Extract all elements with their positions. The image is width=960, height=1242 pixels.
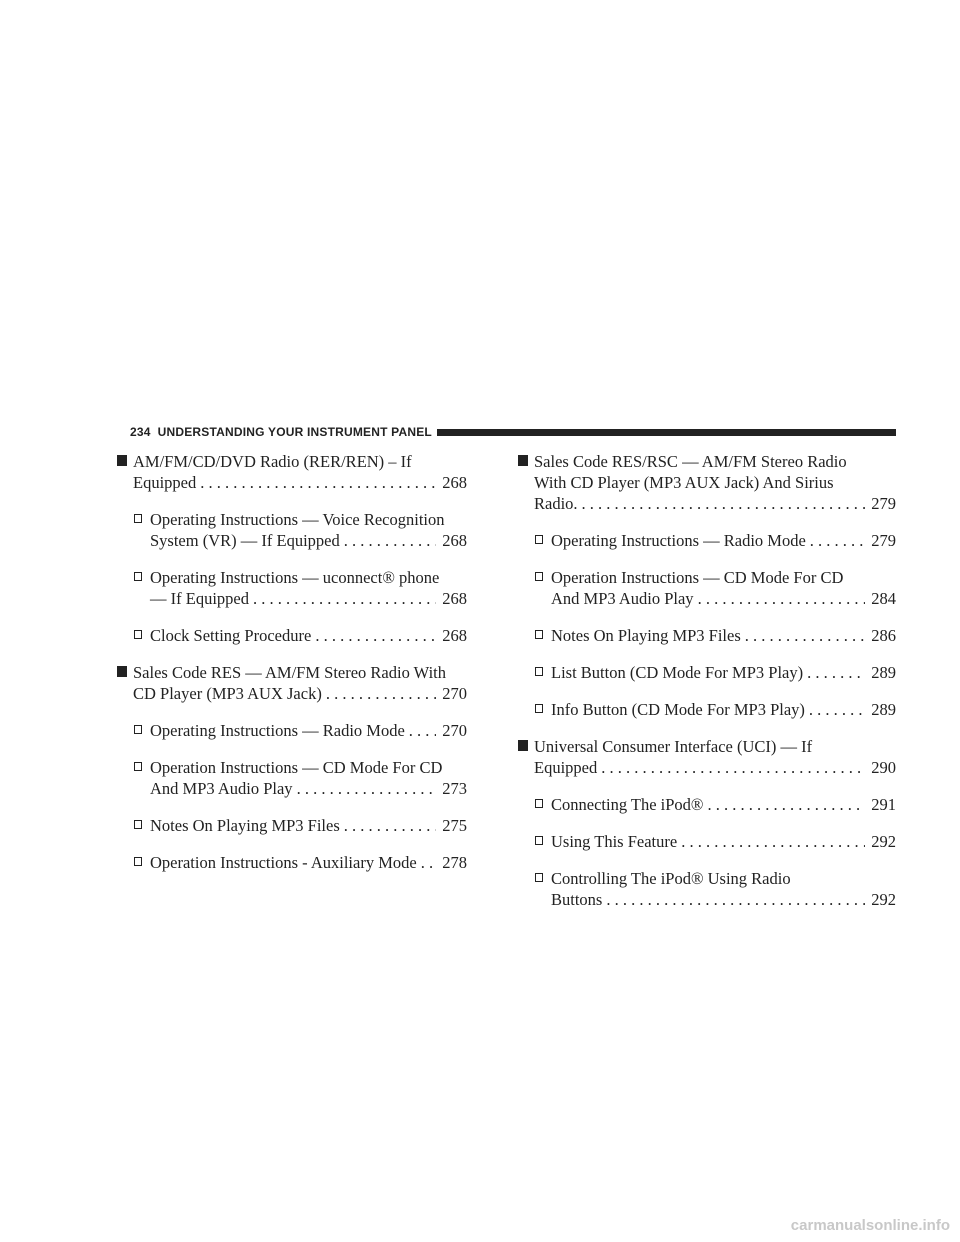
toc-entry-last-line: [150, 625, 467, 646]
toc-entry-title-line: Operation Instructions - Auxiliary Mode: [150, 853, 417, 872]
hollow-square-bullet-icon: [535, 535, 543, 544]
hollow-square-bullet-icon: [134, 514, 142, 523]
page-header: [130, 424, 896, 440]
toc-entry-title-line: Operating Instructions — uconnect® phone: [150, 568, 440, 587]
toc-entry-last-line: [150, 778, 467, 799]
toc-entry-title-line: Clock Setting Procedure: [150, 626, 312, 645]
toc-page-number: 292: [871, 832, 896, 851]
toc-entry-title-line: Using This Feature: [551, 832, 678, 851]
dot-leader: [297, 778, 437, 799]
toc-page-number: 275: [442, 816, 467, 835]
hollow-square-bullet-icon: [535, 572, 543, 581]
toc-entry-last-line: [133, 472, 467, 493]
toc-page-number: 268: [442, 531, 467, 550]
dot-leader: [810, 530, 865, 551]
toc-entry-last-line: [551, 889, 896, 910]
toc-page-number: 273: [442, 779, 467, 798]
toc-sub-entry: [518, 699, 896, 720]
dot-leader: [315, 625, 436, 646]
toc-entry-title-line: Operation Instructions — CD Mode For CD: [150, 758, 443, 777]
toc-entry-title-line: And MP3 Audio Play: [551, 589, 694, 608]
dot-leader: [582, 493, 866, 514]
toc-entry-title-line: System (VR) — If Equipped: [150, 531, 340, 550]
toc-main-entry: [117, 662, 467, 704]
toc-entry-title-line: Operating Instructions — Radio Mode: [150, 721, 405, 740]
toc-entry-title-line: And MP3 Audio Play: [150, 779, 293, 798]
toc-entry-title-line: With CD Player (MP3 AUX Jack) And Sirius: [534, 473, 834, 492]
toc-sub-entry: [117, 625, 467, 646]
filled-square-bullet-icon: [117, 666, 127, 677]
dot-leader: [421, 852, 437, 873]
toc-page-number: 278: [442, 853, 467, 872]
toc-entry-title-line: Controlling The iPod® Using Radio: [551, 869, 791, 888]
dot-leader: [606, 889, 865, 910]
hollow-square-bullet-icon: [535, 704, 543, 713]
dot-leader: [344, 530, 437, 551]
toc-page-number: 290: [871, 758, 896, 777]
dot-leader: [807, 662, 865, 683]
hollow-square-bullet-icon: [134, 820, 142, 829]
toc-entry-last-line: [534, 757, 896, 778]
toc-entry-title-line: Operating Instructions — Radio Mode: [551, 531, 806, 550]
toc-sub-entry: [518, 831, 896, 852]
toc-page-number: 270: [442, 684, 467, 703]
filled-square-bullet-icon: [518, 455, 528, 466]
hollow-square-bullet-icon: [535, 667, 543, 676]
hollow-square-bullet-icon: [134, 630, 142, 639]
toc-page-number: 279: [871, 531, 896, 550]
hollow-square-bullet-icon: [535, 836, 543, 845]
dot-leader: [681, 831, 865, 852]
toc-entry-last-line: [551, 831, 896, 852]
dot-leader: [409, 720, 436, 741]
toc-sub-entry: [518, 567, 896, 609]
hollow-square-bullet-icon: [134, 762, 142, 771]
hollow-square-bullet-icon: [134, 725, 142, 734]
toc-entry-title-line: Operation Instructions — CD Mode For CD: [551, 568, 844, 587]
toc-page-number: 289: [871, 663, 896, 682]
toc-entry-title-line: Equipped: [534, 758, 598, 777]
toc-page-number: 291: [871, 795, 896, 814]
toc-sub-entry: [518, 625, 896, 646]
toc-entry-title-line: — If Equipped: [150, 589, 249, 608]
toc-entry-title-line: List Button (CD Mode For MP3 Play): [551, 663, 804, 682]
page-number: 234: [130, 425, 151, 439]
dot-leader: [326, 683, 436, 704]
toc-sub-entry: [518, 662, 896, 683]
toc-entry-title-line: Info Button (CD Mode For MP3 Play): [551, 700, 805, 719]
toc-page-number: 284: [871, 589, 896, 608]
dot-leader: [698, 588, 866, 609]
toc-sub-entry: [117, 852, 467, 873]
toc-sub-entry: [518, 530, 896, 551]
dot-leader: [344, 815, 436, 836]
hollow-square-bullet-icon: [134, 572, 142, 581]
hollow-square-bullet-icon: [535, 799, 543, 808]
toc-entry-title-line: Radio.: [534, 494, 578, 513]
toc-entry-title-line: Operating Instructions — Voice Recognition: [150, 510, 445, 529]
toc-sub-entry: [117, 509, 467, 551]
watermark: carmanualsonline.info: [790, 1217, 950, 1234]
toc-entry-title-line: Notes On Playing MP3 Files: [150, 816, 340, 835]
toc-column-right: [518, 451, 896, 926]
toc-page-number: 270: [442, 721, 467, 740]
toc-main-entry: [518, 736, 896, 778]
toc-page-number: 268: [442, 589, 467, 608]
filled-square-bullet-icon: [518, 740, 528, 751]
dot-leader: [253, 588, 436, 609]
toc-entry-title-line: Sales Code RES/RSC — AM/FM Stereo Radio: [534, 452, 847, 471]
toc-entry-title-line: Universal Consumer Interface (UCI) — If: [534, 737, 813, 756]
hollow-square-bullet-icon: [134, 857, 142, 866]
section-title: UNDERSTANDING YOUR INSTRUMENT PANEL: [157, 425, 432, 439]
header-rule: [437, 429, 896, 436]
dot-leader: [707, 794, 865, 815]
toc-entry-title-line: Sales Code RES — AM/FM Stereo Radio With: [133, 663, 447, 682]
toc-page-number: 286: [871, 626, 896, 645]
toc-entry-last-line: [150, 852, 467, 873]
toc-sub-entry: [117, 757, 467, 799]
toc-entry-last-line: [150, 588, 467, 609]
toc-entry-last-line: [551, 530, 896, 551]
toc-sub-entry: [518, 794, 896, 815]
dot-leader: [745, 625, 865, 646]
toc-page-number: 268: [442, 626, 467, 645]
toc-entry-last-line: [551, 662, 896, 683]
toc-entry-title-line: Buttons: [551, 890, 603, 909]
toc-entry-last-line: [551, 588, 896, 609]
toc-entry-last-line: [150, 530, 467, 551]
toc-entry-last-line: [534, 493, 896, 514]
dot-leader: [200, 472, 436, 493]
toc-main-entry: [117, 451, 467, 493]
toc-entry-last-line: [150, 720, 467, 741]
filled-square-bullet-icon: [117, 455, 127, 466]
toc-page-number: 289: [871, 700, 896, 719]
dot-leader: [601, 757, 865, 778]
toc-entry-title-line: Connecting The iPod®: [551, 795, 704, 814]
hollow-square-bullet-icon: [535, 630, 543, 639]
toc-entry-last-line: [551, 794, 896, 815]
toc-page-number: 292: [871, 890, 896, 909]
toc-sub-entry: [518, 868, 896, 910]
hollow-square-bullet-icon: [535, 873, 543, 882]
toc-entry-last-line: [133, 683, 467, 704]
dot-leader: [809, 699, 865, 720]
toc-main-entry: [518, 451, 896, 514]
toc-page-number: 279: [871, 494, 896, 513]
toc-page-number: 268: [442, 473, 467, 492]
toc-sub-entry: [117, 567, 467, 609]
toc-column-left: [117, 451, 467, 889]
toc-sub-entry: [117, 720, 467, 741]
toc-sub-entry: [117, 815, 467, 836]
toc-entry-title-line: AM/FM/CD/DVD Radio (RER/REN) – If: [133, 452, 412, 471]
toc-entry-title-line: CD Player (MP3 AUX Jack): [133, 684, 322, 703]
toc-entry-last-line: [551, 699, 896, 720]
toc-entry-title-line: Equipped: [133, 473, 197, 492]
toc-entry-title-line: Notes On Playing MP3 Files: [551, 626, 741, 645]
toc-entry-last-line: [150, 815, 467, 836]
toc-entry-last-line: [551, 625, 896, 646]
